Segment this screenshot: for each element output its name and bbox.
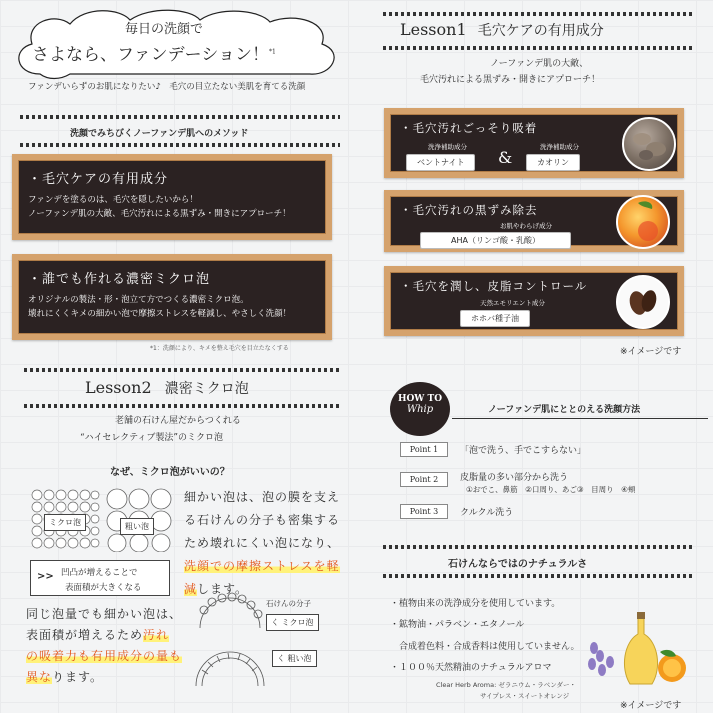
lesson1-pill-aha: AHA（リンゴ酸・乳酸） xyxy=(420,232,571,249)
lesson1-card-darkspot-title: ・毛穴汚れの黒ずみ除去 xyxy=(400,203,538,217)
lesson1-divider-bottom xyxy=(383,46,695,50)
lesson1-pill-jojoba: ホホバ種子油 xyxy=(460,310,530,327)
lesson1-card-moisture-sub: 天然エモリエント成分 xyxy=(480,299,545,307)
howto-point2 xyxy=(400,470,700,500)
natural-item-1: ・植物由来の洗浄成分を使用しています。 xyxy=(390,599,561,609)
board-pore-care xyxy=(12,154,332,240)
howto-heading: ノーファンデ肌にととのえる洗顔方法 xyxy=(488,405,641,415)
board-micro-foam-line2: 壊れにくくキメの細かい泡で摩擦ストレスを軽減し、やさしく洗顔！ xyxy=(28,309,292,319)
lesson2-body1-highlight: 洗顔での摩擦ストレスを軽減 xyxy=(184,559,340,596)
lesson2-body1 xyxy=(184,486,344,601)
lesson2-body1-a: 細かい泡は、泡の膜を支える石けんの分子も密集するため壊れにくい泡に xyxy=(184,490,341,550)
howto-point1 xyxy=(400,442,700,462)
lesson1-label: Lesson1 xyxy=(400,20,467,39)
intro-small-title: 毎日の洗顔で xyxy=(125,22,204,37)
lesson2-divider-bottom xyxy=(24,404,342,408)
howto-point1-text: 「泡で洗う、手でこすらない」 xyxy=(460,446,587,456)
aroma-line2: サイプレス・スイートオレンジ xyxy=(480,692,570,700)
lesson1-pill-bentonite: ベントナイト xyxy=(406,154,475,171)
howto-badge-top: HOW TO xyxy=(397,394,443,404)
surface-area-box xyxy=(30,560,170,596)
natural-divider-bottom xyxy=(383,574,695,578)
howto-point3 xyxy=(400,504,700,524)
natural-item-4: ・１００％天然精油のナチュラルアロマ xyxy=(390,663,552,673)
lesson2-body2 xyxy=(26,604,182,688)
fine-foam-label: ミクロ泡 xyxy=(44,514,86,531)
lesson1-card-adsorb-sub-left: 洗浄補助成分 xyxy=(428,143,467,151)
lesson2-lead1: 老舗の石けん屋だからつくれる xyxy=(115,416,241,426)
board-pore-care-line1: ファンデを塗るのは、毛穴を隠したいから！ xyxy=(28,195,198,205)
lesson1-card-darkspot-sub: お肌やわらげ成分 xyxy=(500,222,552,230)
jojoba-image xyxy=(616,275,670,329)
lesson2-body1-c: します。 xyxy=(197,582,249,596)
intro-big-title-text: さよなら、ファンデーション！ xyxy=(32,45,269,65)
lesson2-title: 濃密ミクロ泡 xyxy=(164,381,249,397)
method-divider-bottom xyxy=(20,143,340,147)
board-micro-foam-line1: オリジナルの製法・形・泡立て方でつくる濃密ミクロ泡。 xyxy=(28,295,249,305)
lesson1-card-adsorb-sub-right: 洗浄補助成分 xyxy=(540,143,579,151)
surface-arrows: >> xyxy=(37,571,54,582)
micro-foam-side-label: く ミクロ泡 xyxy=(266,614,319,631)
board-micro-foam-title: ・誰でも作れる濃密ミクロ泡 xyxy=(28,272,211,287)
board-pore-care-line2: ノーファンデ肌の大敵、毛穴汚れによる黒ずみ・開きにアプローチ！ xyxy=(28,209,291,219)
howto-point2-text: 皮脂量の多い部分から洗う xyxy=(460,473,569,483)
howto-point3-text: クルクル洗う xyxy=(460,508,514,518)
lesson2-divider-top xyxy=(24,368,342,372)
clay-image xyxy=(622,117,676,171)
board-pore-care-title: ・毛穴ケアの有用成分 xyxy=(28,172,169,187)
peach-image xyxy=(616,195,670,249)
lesson2-body2-c: ります。 xyxy=(52,670,104,684)
lesson1-heading xyxy=(400,20,604,40)
lesson1-amp: & xyxy=(498,148,513,167)
aroma-line1: Clear Herb Aroma: ゼラニウム・ラベンダー・ xyxy=(436,681,577,689)
natural-item-2: ・鉱物油・パラベン・エタノール xyxy=(390,620,525,630)
howto-point2-label: Point 2 xyxy=(400,472,448,487)
lesson2-body2-highlight: 汚れの吸着力も有用成分の量も異な xyxy=(26,628,183,684)
natural-item-3: 合成着色料・合成香料は使用していません。 xyxy=(390,642,580,652)
foam-cross-section xyxy=(190,588,270,688)
lesson1-title: 毛穴ケアの有用成分 xyxy=(477,23,604,39)
aroma-oil-illustration xyxy=(582,608,692,698)
natural-image-note: ※イメージです xyxy=(620,701,682,711)
natural-divider-top xyxy=(383,545,695,549)
howto-badge xyxy=(390,382,450,436)
board-micro-foam xyxy=(12,254,332,340)
lesson1-pill-kaolin: カオリン xyxy=(526,154,580,171)
coarse-foam-side-label: く 粗い泡 xyxy=(272,650,317,667)
lesson1-lead2: 毛穴汚れによる黒ずみ・開きにアプローチ！ xyxy=(420,75,601,85)
howto-point1-label: Point 1 xyxy=(400,442,448,457)
lesson2-heading xyxy=(85,378,249,398)
natural-heading: 石けんならではのナチュラルさ xyxy=(448,559,588,570)
surface-note1: 凹凸が増えることで xyxy=(61,568,138,578)
method-heading: 洗顔でみちびくノーファンデ肌へのメソッド xyxy=(70,129,249,139)
surface-note2: 表面積が大きくなる xyxy=(65,583,142,593)
soap-molecule-label: 石けんの分子 xyxy=(266,599,311,608)
intro-footnote: *1：洗顔により、キメを整え毛穴を目立たなくする xyxy=(150,345,289,352)
lesson2-question: なぜ、ミクロ泡がいいの？ xyxy=(110,467,230,478)
intro-big-title-note: *1 xyxy=(268,48,276,56)
lesson1-card-moisture-title: ・毛穴を潤し、皮脂コントロール xyxy=(400,279,588,293)
lesson1-divider-top xyxy=(383,12,695,16)
method-divider-top xyxy=(20,115,340,119)
intro-big-title xyxy=(32,40,276,65)
howto-badge-script: Whip xyxy=(406,404,434,415)
lesson2-lead2: “ハイセレクティブ製法”のミクロ泡 xyxy=(80,433,224,443)
howto-point3-label: Point 3 xyxy=(400,504,448,519)
howto-point2-sub: ①おでこ、鼻筋 ②口周り、あご③ 目周り ④頬 xyxy=(466,485,636,494)
lesson2-label: Lesson2 xyxy=(85,378,152,397)
intro-subtitle: ファンデいらずのお肌になりたい♪ 毛穴の目立たない美肌を育てる洗顔 xyxy=(28,82,306,92)
coarse-foam-label: 粗い泡 xyxy=(120,518,154,535)
lesson2-body1-b: なり、 xyxy=(301,536,341,550)
lesson1-image-note: ※イメージです xyxy=(620,347,682,357)
howto-line xyxy=(452,418,708,419)
lesson1-lead1: ノーファンデ肌の大敵、 xyxy=(490,59,589,69)
lesson1-card-adsorb-title: ・毛穴汚れごっそり吸着 xyxy=(400,121,538,135)
lesson2-body2-a: 同じ泡量でも細かい泡は、表面積が増えるため xyxy=(26,607,183,642)
